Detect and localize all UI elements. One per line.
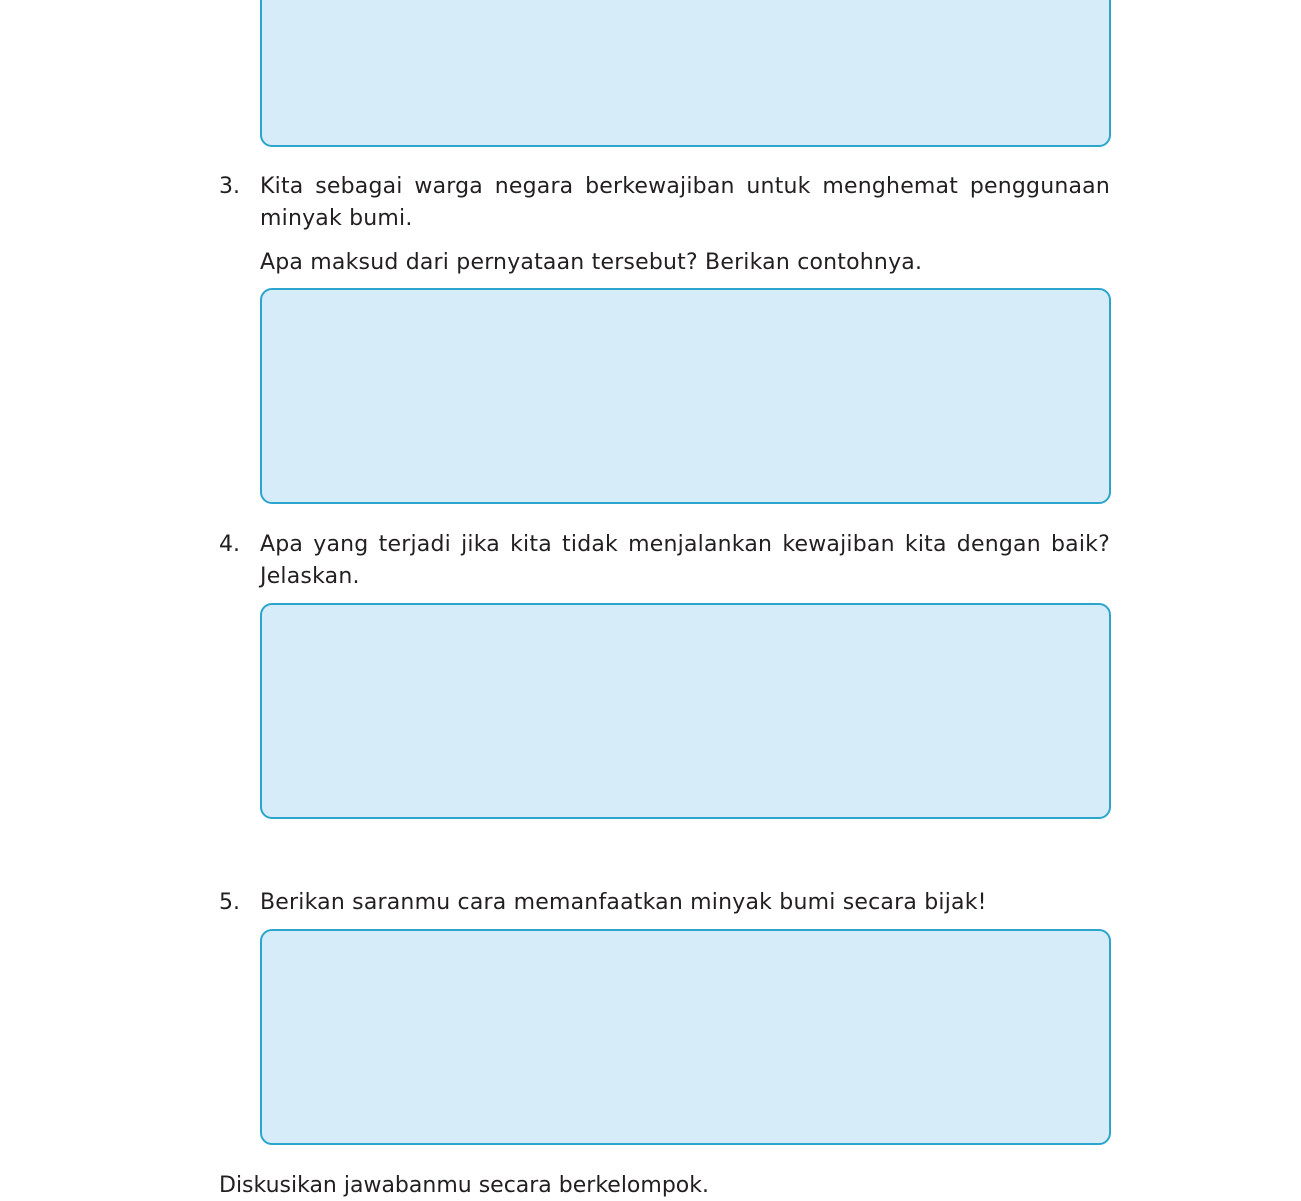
answer-box-3[interactable] (260, 288, 1111, 504)
question-text-line: Kita sebagai warga negara berkewajiban untuk menghemat penggunaan (260, 174, 1110, 199)
question-number: 3. (219, 174, 240, 199)
question-text-line: minyak bumi. (260, 206, 413, 231)
question-number: 5. (219, 890, 240, 915)
answer-box-5[interactable] (260, 929, 1111, 1145)
question-text-line: Berikan saranmu cara memanfaatkan minyak bumi secara bijak! (260, 890, 987, 915)
question-text-line: Jelaskan. (260, 564, 360, 589)
answer-box-2[interactable] (260, 0, 1111, 147)
answer-box-4[interactable] (260, 603, 1111, 819)
footer-instruction: Diskusikan jawabanmu secara berkelompok. (219, 1173, 709, 1198)
question-text-line: Apa yang terjadi jika kita tidak menjalankan kewajiban kita dengan baik? (260, 532, 1110, 557)
question-number: 4. (219, 532, 240, 557)
question-prompt: Apa maksud dari pernyataan tersebut? Berikan contohnya. (260, 250, 923, 275)
